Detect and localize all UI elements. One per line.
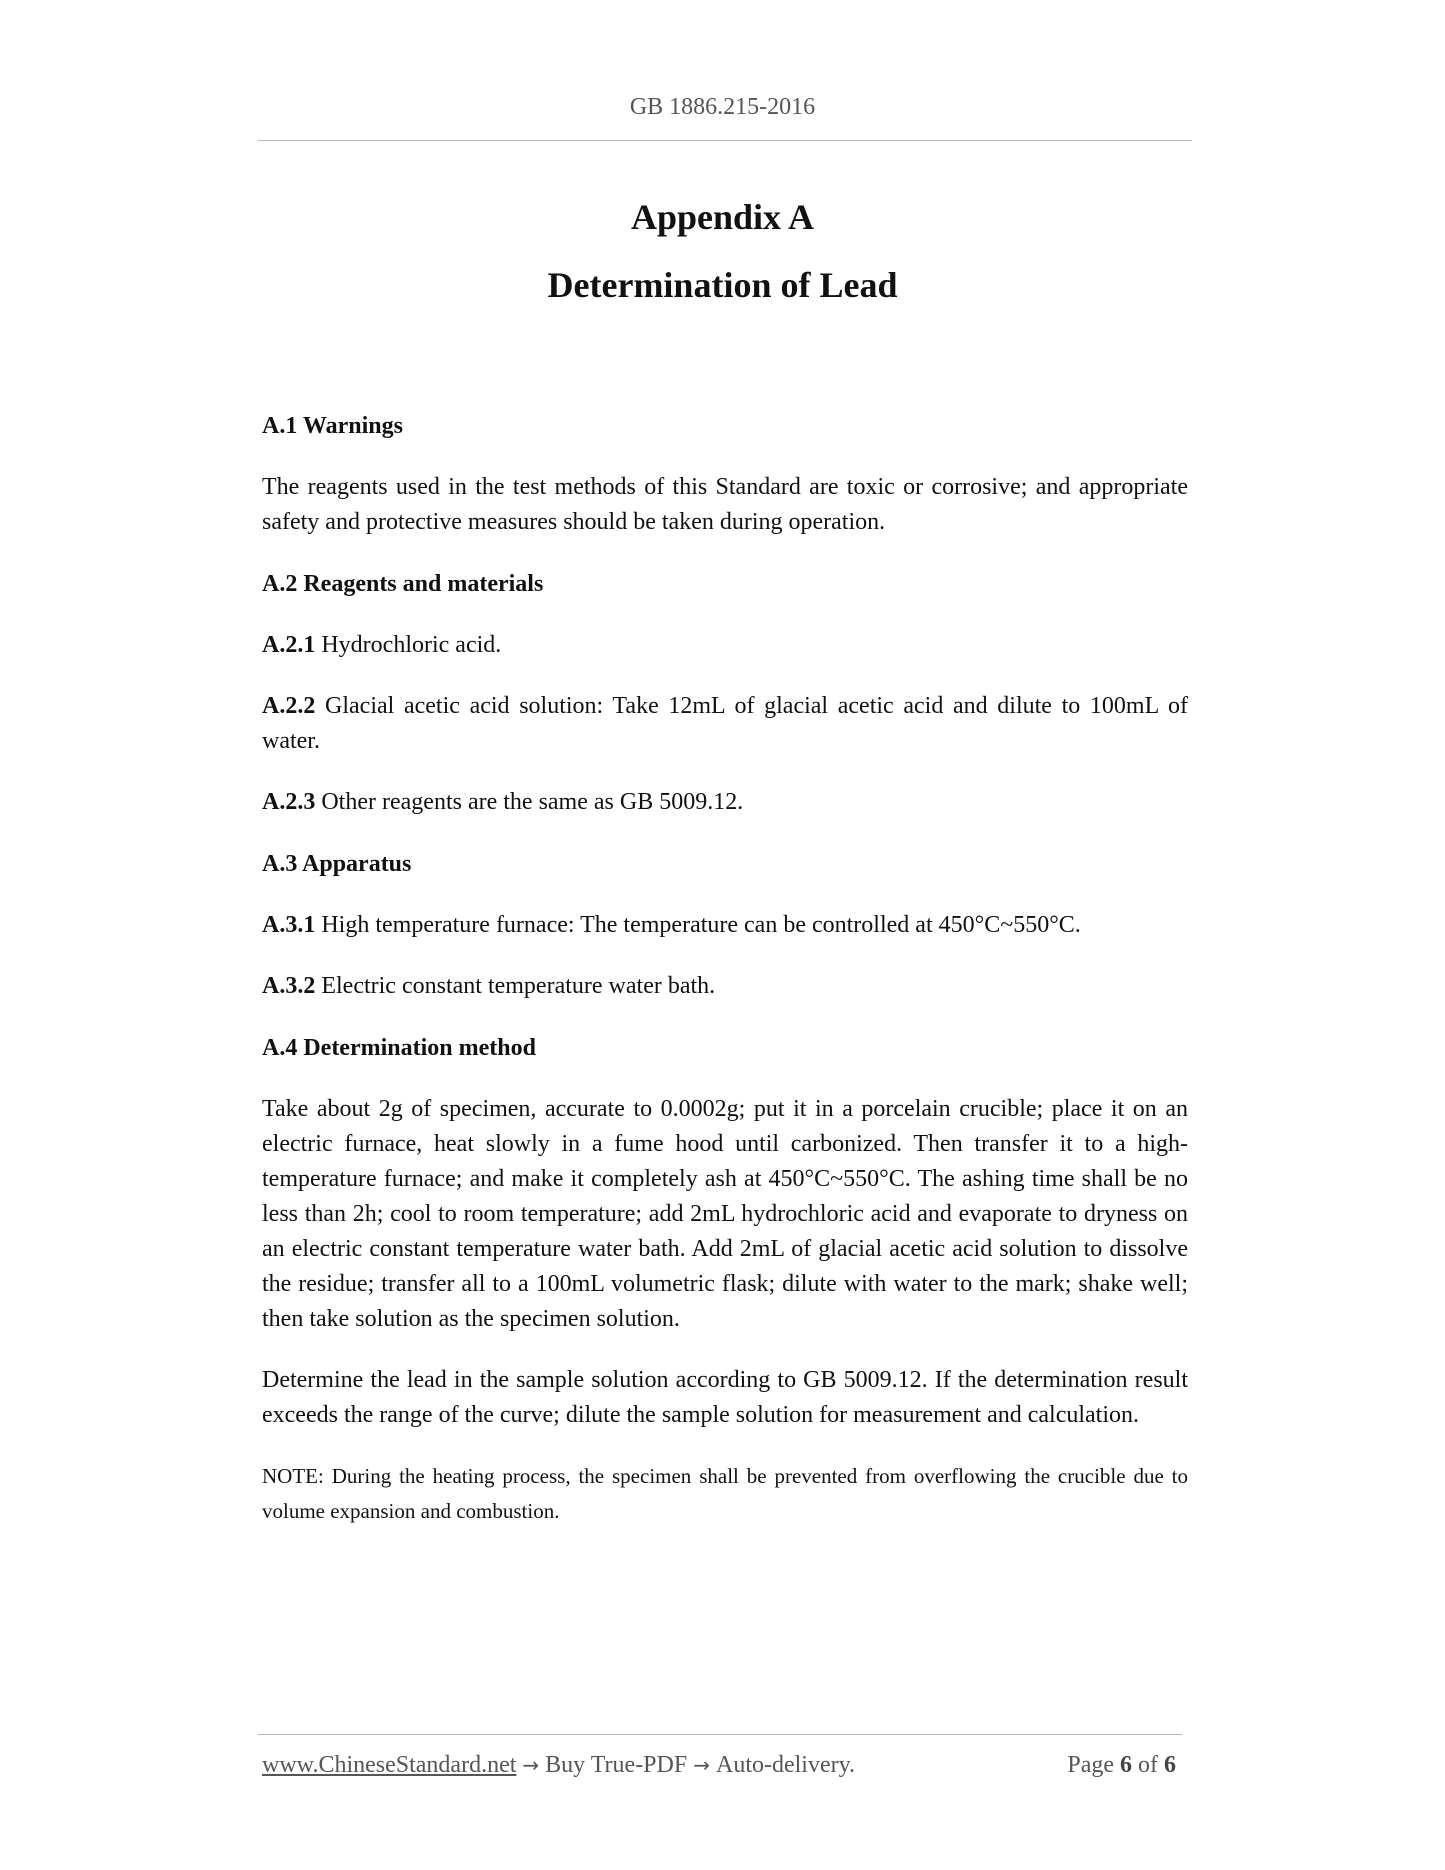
- appendix-title: Appendix A: [630, 197, 815, 237]
- method-paragraph: Take about 2g of specimen, accurate to 0.0002g; put it in a porcelain crucible; place it on an electric furnace, heat slowly in a fume hood until carbonized. Then transfer it to a high-temperature furnace; and make it completely ash at 450°C~550°C. The ashing time shall be no less than 2h; cool to room temperature; add 2mL hydrochloric acid and evaporate to dryness on an electric constant temperature water bath. Add 2mL of glacial acetic acid solution to dissolve the residue; transfer all to a 100mL volumetric flask; dilute with water to the mark; shake well; then take solution as the specimen solution.: [262, 1096, 1188, 1332]
- clause-a2-3: [262, 785, 1188, 820]
- total-pages: 6: [1164, 1752, 1176, 1778]
- footer-divider: [258, 1734, 1182, 1735]
- clause-a2-2: [262, 689, 1188, 759]
- page-label: Page: [1067, 1752, 1114, 1778]
- note-paragraph: NOTE: During the heating process, the specimen shall be prevented from overflowing the crucible due to volume expansion and combustion.: [262, 1464, 1188, 1523]
- section-heading-a1: A.1 Warnings: [262, 413, 403, 439]
- auto-delivery-text: Auto-delivery.: [715, 1752, 856, 1778]
- clause-text: Other reagents are the same as GB 5009.12.: [321, 789, 744, 815]
- section-heading-a3: A.3 Apparatus: [262, 851, 412, 877]
- clause-number: A.3.2: [262, 973, 316, 999]
- clause-number: A.2.1: [262, 632, 316, 658]
- buy-pdf-text: Buy True-PDF: [545, 1752, 688, 1778]
- clause-number: A.2.2: [262, 693, 316, 719]
- clause-text: Glacial acetic acid solution: Take 12mL of glacial acetic acid and dilute to 100mL of water.: [262, 693, 1189, 754]
- arrow-right-icon: →: [693, 1753, 710, 1777]
- standard-code-header: GB 1886.215-2016: [629, 94, 816, 120]
- determination-paragraph: Determine the lead in the sample solution according to GB 5009.12. If the determination result exceeds the range of the curve; dilute the sample solution for measurement and calculation.: [262, 1367, 1188, 1428]
- arrow-right-icon: →: [522, 1753, 540, 1777]
- page-footer: [262, 1752, 1182, 1779]
- current-page: 6: [1120, 1752, 1132, 1778]
- warnings-paragraph: The reagents used in the test methods of this Standard are toxic or corrosive; and appropriate safety and protective measures should be taken during operation.: [262, 474, 1188, 535]
- website-link[interactable]: www.ChineseStandard.net: [262, 1752, 517, 1778]
- clause-text: Electric constant temperature water bath.: [321, 973, 716, 999]
- clause-a2-1: [262, 628, 1188, 663]
- section-heading-a2: A.2 Reagents and materials: [262, 571, 544, 597]
- document-body: [262, 408, 1188, 1529]
- clause-text: Hydrochloric acid.: [321, 632, 502, 658]
- header-divider: [258, 140, 1192, 141]
- page-number: [1067, 1752, 1182, 1779]
- of-label: of: [1138, 1752, 1158, 1778]
- clause-number: A.2.3: [262, 789, 316, 815]
- appendix-subtitle: Determination of Lead: [547, 265, 898, 305]
- clause-text: High temperature furnace: The temperature can be controlled at 450°C~550°C.: [321, 912, 1081, 938]
- clause-a3-1: [262, 908, 1188, 943]
- section-heading-a4: A.4 Determination method: [262, 1035, 536, 1061]
- clause-a3-2: [262, 969, 1188, 1004]
- clause-number: A.3.1: [262, 912, 316, 938]
